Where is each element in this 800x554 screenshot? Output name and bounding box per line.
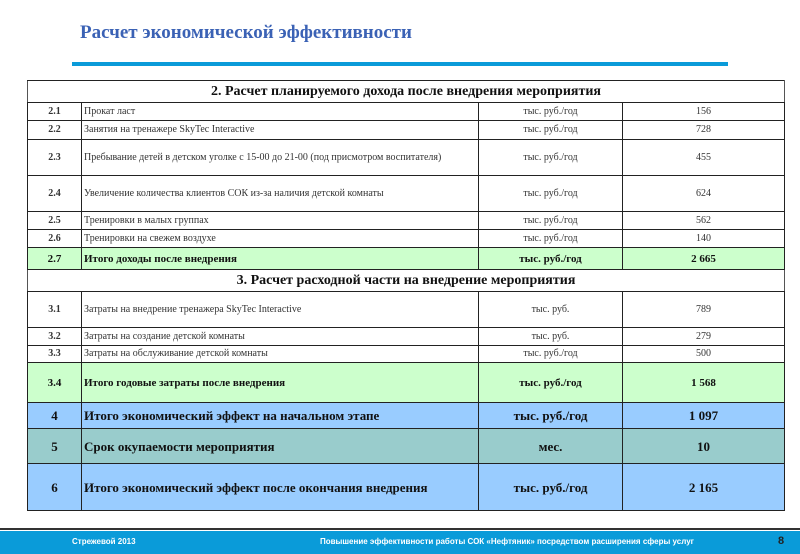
- summary-row-initial-effect: [28, 403, 785, 429]
- table-row: [28, 346, 785, 363]
- row-value: 455: [623, 140, 785, 176]
- row-description: Тренировки в малых группах: [82, 212, 479, 230]
- page-number: 8: [778, 535, 785, 547]
- row-number: 2.7: [28, 248, 82, 270]
- row-description: Итого экономический эффект на начальном этапе: [82, 403, 479, 429]
- row-unit: тыс. руб./год: [479, 230, 623, 248]
- row-unit: тыс. руб./год: [479, 121, 623, 140]
- row-description: Затраты на создание детской комнаты: [82, 328, 479, 346]
- table-row: [28, 230, 785, 248]
- row-value: 279: [623, 328, 785, 346]
- row-unit: тыс. руб./год: [479, 212, 623, 230]
- title-underline: [72, 62, 728, 66]
- row-unit: тыс. руб./год: [479, 403, 623, 429]
- row-value: 562: [623, 212, 785, 230]
- row-unit: тыс. руб./год: [479, 464, 623, 511]
- row-value: 2 665: [623, 248, 785, 270]
- row-value: 10: [623, 429, 785, 464]
- row-description: Итого доходы после внедрения: [82, 248, 479, 270]
- row-value: 500: [623, 346, 785, 363]
- row-unit: тыс. руб./год: [479, 103, 623, 121]
- row-unit: тыс. руб.: [479, 292, 623, 328]
- row-number: 2.1: [28, 103, 82, 121]
- section-title: 2. Расчет планируемого дохода после внедрения мероприятия: [28, 81, 785, 103]
- summary-row-payback: [28, 429, 785, 464]
- footer-location-year: Стрежевой 2013: [72, 537, 136, 546]
- row-description: Затраты на обслуживание детской комнаты: [82, 346, 479, 363]
- row-description: Занятия на тренажере SkyTec Interactive: [82, 121, 479, 140]
- row-number: 5: [28, 429, 82, 464]
- table-row: [28, 292, 785, 328]
- row-number: 3.4: [28, 363, 82, 403]
- section-header-income: [28, 81, 785, 103]
- row-number: 2.2: [28, 121, 82, 140]
- row-value: 624: [623, 176, 785, 212]
- row-description: Итого экономический эффект после окончания внедрения: [82, 464, 479, 511]
- economic-efficiency-table: [27, 80, 785, 511]
- row-value: 140: [623, 230, 785, 248]
- row-number: 6: [28, 464, 82, 511]
- row-number: 2.4: [28, 176, 82, 212]
- page-title: Расчет экономической эффективности: [80, 22, 412, 43]
- table-row: [28, 121, 785, 140]
- row-number: 2.5: [28, 212, 82, 230]
- table-row: [28, 140, 785, 176]
- row-number: 2.3: [28, 140, 82, 176]
- table-row: [28, 212, 785, 230]
- footer-divider: [0, 528, 800, 530]
- section-header-expenses: [28, 270, 785, 292]
- table-row: [28, 328, 785, 346]
- row-number: 3.2: [28, 328, 82, 346]
- row-description: Пребывание детей в детском уголке с 15-00 до 21-00 (под присмотром воспитателя): [82, 140, 479, 176]
- table-row: [28, 176, 785, 212]
- row-number: 3.1: [28, 292, 82, 328]
- row-description: Прокат ласт: [82, 103, 479, 121]
- income-total-row: [28, 248, 785, 270]
- row-number: 3.3: [28, 346, 82, 363]
- section-title: 3. Расчет расходной части на внедрение мероприятия: [28, 270, 785, 292]
- row-unit: тыс. руб./год: [479, 176, 623, 212]
- row-unit: тыс. руб./год: [479, 140, 623, 176]
- row-description: Итого годовые затраты после внедрения: [82, 363, 479, 403]
- row-unit: мес.: [479, 429, 623, 464]
- row-description: Срок окупаемости мероприятия: [82, 429, 479, 464]
- row-value: 728: [623, 121, 785, 140]
- row-description: Затраты на внедрение тренажера SkyTec Interactive: [82, 292, 479, 328]
- summary-row-final-effect: [28, 464, 785, 511]
- row-value: 1 097: [623, 403, 785, 429]
- row-description: Увеличение количества клиентов СОК из-за наличия детской комнаты: [82, 176, 479, 212]
- row-number: 4: [28, 403, 82, 429]
- row-unit: тыс. руб./год: [479, 363, 623, 403]
- table-row: [28, 103, 785, 121]
- row-value: 789: [623, 292, 785, 328]
- row-value: 1 568: [623, 363, 785, 403]
- footer-bar: [0, 531, 800, 554]
- row-description: Тренировки на свежем воздухе: [82, 230, 479, 248]
- row-value: 156: [623, 103, 785, 121]
- expenses-total-row: [28, 363, 785, 403]
- row-unit: тыс. руб./год: [479, 346, 623, 363]
- footer-presentation-title: Повышение эффективности работы СОК «Нефтяник» посредством расширения сферы услуг: [320, 537, 695, 546]
- row-unit: тыс. руб.: [479, 328, 623, 346]
- row-number: 2.6: [28, 230, 82, 248]
- row-unit: тыс. руб./год: [479, 248, 623, 270]
- row-value: 2 165: [623, 464, 785, 511]
